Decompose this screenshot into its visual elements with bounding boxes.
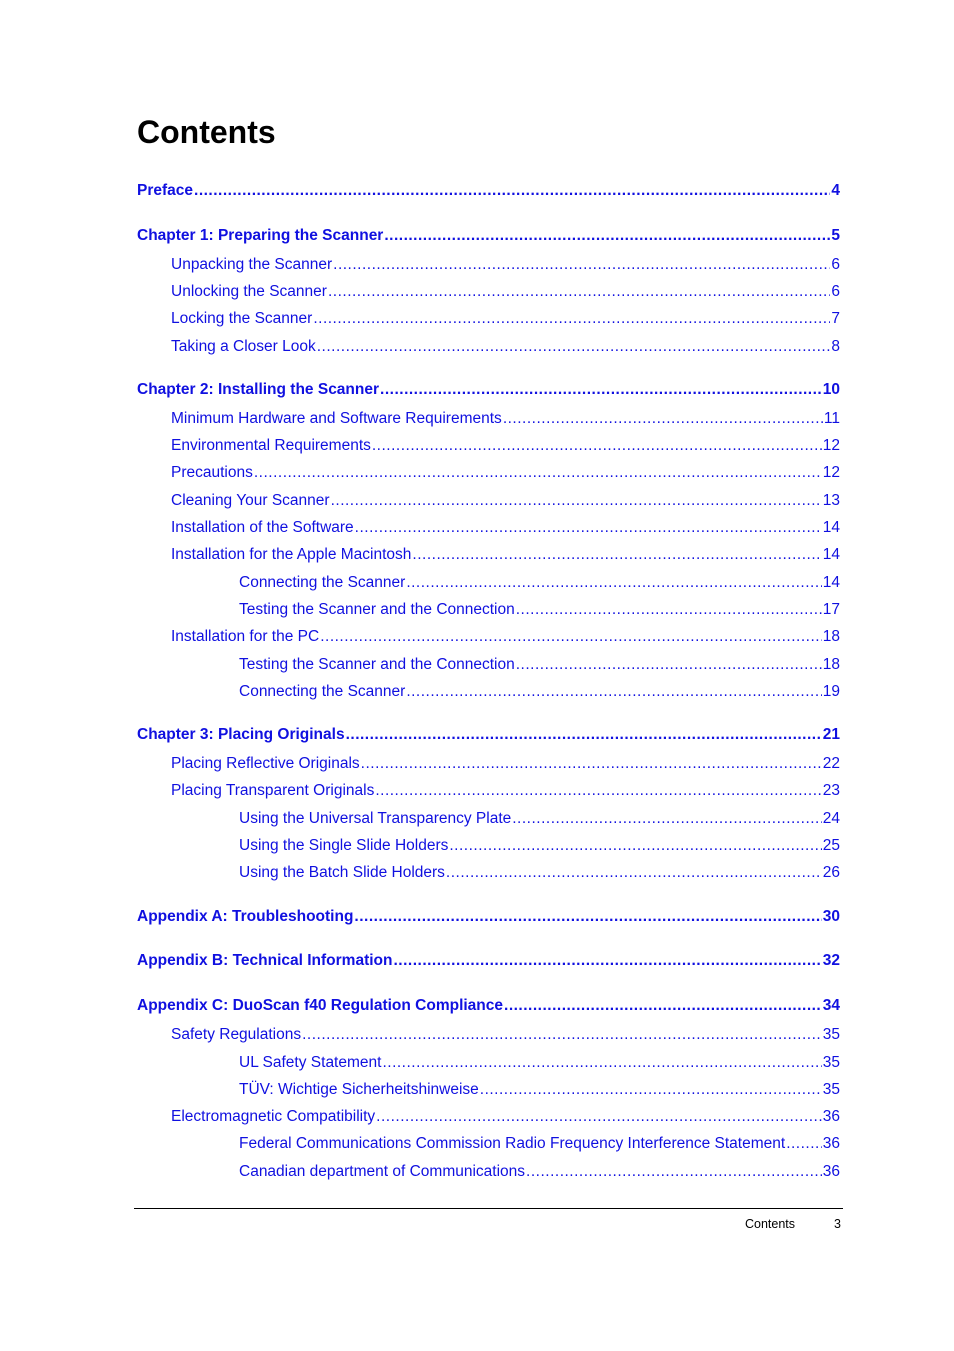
toc-entry-label: TÜV: Wichtige Sicherheitshinweise [239, 1081, 479, 1098]
toc-entry-label: Chapter 2: Installing the Scanner [137, 381, 380, 398]
dot-leader [333, 255, 830, 275]
toc-entry-page-number: 8 [831, 338, 840, 355]
toc-entry-label: Placing Reflective Originals [171, 755, 360, 772]
dot-leader [449, 836, 821, 856]
toc-entry-page-number: 18 [822, 628, 840, 645]
toc-entry-page-number: 34 [822, 997, 840, 1014]
toc-entry[interactable] [171, 409, 840, 429]
toc-entry[interactable] [171, 255, 840, 275]
toc-entry-label: Unpacking the Scanner [171, 256, 333, 273]
toc-entry-page-number: 32 [822, 952, 840, 969]
toc-entry-page-number: 26 [822, 864, 840, 881]
toc-entry-page-number: 35 [822, 1054, 840, 1071]
toc-entry-label: Environmental Requirements [171, 437, 371, 454]
dot-leader [446, 863, 822, 883]
footer-rule [134, 1208, 843, 1209]
toc-entry[interactable] [137, 226, 840, 246]
toc-entry[interactable] [137, 951, 840, 971]
dot-leader [302, 1025, 822, 1045]
dot-leader [331, 491, 822, 511]
dot-leader [380, 380, 822, 400]
toc-entry-page-number: 22 [822, 755, 840, 772]
toc-entry-page-number: 4 [831, 182, 840, 199]
dot-leader [372, 436, 822, 456]
toc-entry-page-number: 36 [822, 1163, 840, 1180]
page-title: Contents [137, 114, 276, 150]
toc-entry-label: Electromagnetic Compatibility [171, 1108, 376, 1125]
dot-leader [503, 409, 823, 429]
toc-entry[interactable] [171, 518, 840, 538]
dot-leader [504, 996, 822, 1016]
toc-entry-page-number: 19 [822, 683, 840, 700]
toc-entry[interactable] [137, 380, 840, 400]
toc-entry[interactable] [171, 1025, 840, 1045]
dot-leader [384, 226, 830, 246]
toc-entry-label: Precautions [171, 464, 253, 481]
toc-entry-page-number: 21 [822, 726, 840, 743]
toc-entry-label: Minimum Hardware and Software Requirements [171, 410, 502, 427]
toc-entry[interactable] [239, 600, 840, 620]
toc-entry[interactable] [171, 545, 840, 565]
toc-entry-label: Connecting the Scanner [239, 574, 406, 591]
toc-entry-label: Installation of the Software [171, 519, 354, 536]
dot-leader [355, 518, 822, 538]
toc-entry-page-number: 35 [822, 1026, 840, 1043]
toc-entry[interactable] [171, 754, 840, 774]
toc-entry[interactable] [239, 1162, 840, 1182]
toc-entry-label: Appendix B: Technical Information [137, 952, 393, 969]
dot-leader [382, 1053, 821, 1073]
toc-entry[interactable] [239, 573, 840, 593]
toc-entry-page-number: 6 [831, 283, 840, 300]
toc-entry[interactable] [137, 996, 840, 1016]
toc-entry-label: Chapter 1: Preparing the Scanner [137, 227, 384, 244]
dot-leader [516, 655, 822, 675]
toc-entry-page-number: 36 [822, 1135, 840, 1152]
dot-leader [375, 781, 821, 801]
dot-leader [786, 1134, 822, 1154]
toc-entry[interactable] [239, 809, 840, 829]
dot-leader [376, 1107, 822, 1127]
toc-entry-label: Chapter 3: Placing Originals [137, 726, 345, 743]
toc-entry[interactable] [171, 491, 840, 511]
dot-leader [361, 754, 822, 774]
toc-entry-label: Using the Universal Transparency Plate [239, 810, 512, 827]
toc-entry-label: Appendix C: DuoScan f40 Regulation Compliance [137, 997, 504, 1014]
toc-entry-label: Locking the Scanner [171, 310, 313, 327]
toc-entry[interactable] [171, 309, 840, 329]
dot-leader [526, 1162, 822, 1182]
toc-entry-page-number: 14 [822, 574, 840, 591]
dot-leader [480, 1080, 822, 1100]
toc-entry-page-number: 18 [822, 656, 840, 673]
toc-entry-page-number: 25 [822, 837, 840, 854]
toc-entry-page-number: 6 [831, 256, 840, 273]
toc-entry[interactable] [239, 1080, 840, 1100]
toc-entry-label: Placing Transparent Originals [171, 782, 375, 799]
toc-entry[interactable] [239, 1053, 840, 1073]
toc-entry-label: Taking a Closer Look [171, 338, 316, 355]
dot-leader [317, 337, 831, 357]
toc-entry-page-number: 35 [822, 1081, 840, 1098]
toc-entry[interactable] [171, 436, 840, 456]
dot-leader [254, 463, 822, 483]
toc-entry-page-number: 7 [831, 310, 840, 327]
toc-entry[interactable] [171, 627, 840, 647]
toc-entry-page-number: 17 [822, 601, 840, 618]
toc-entry[interactable] [171, 781, 840, 801]
toc-entry[interactable] [137, 725, 840, 745]
toc-entry[interactable] [171, 463, 840, 483]
dot-leader [512, 809, 822, 829]
toc-entry-label: Federal Communications Commission Radio Frequency Interference Statement [239, 1135, 786, 1152]
dot-leader [412, 545, 821, 565]
toc-entry[interactable] [137, 907, 840, 927]
dot-leader [320, 627, 822, 647]
toc-entry-label: Safety Regulations [171, 1026, 302, 1043]
dot-leader [406, 573, 821, 593]
toc-entry[interactable] [171, 1107, 840, 1127]
toc-entry-page-number: 11 [823, 410, 840, 427]
dot-leader [194, 181, 830, 201]
toc-entry[interactable] [137, 181, 840, 201]
toc-entry-label: Connecting the Scanner [239, 683, 406, 700]
footer-page-number: 3 [834, 1217, 841, 1231]
dot-leader [328, 282, 830, 302]
toc-entry-page-number: 12 [822, 437, 840, 454]
toc-entry-label: Preface [137, 182, 194, 199]
toc-entry-page-number: 5 [831, 227, 840, 244]
toc-entry-label: Appendix A: Troubleshooting [137, 908, 354, 925]
toc-entry-page-number: 13 [822, 492, 840, 509]
toc-entry[interactable] [239, 682, 840, 702]
toc-entry-page-number: 12 [822, 464, 840, 481]
toc-entry[interactable] [171, 337, 840, 357]
footer-section-label: Contents [745, 1217, 796, 1231]
toc-entry[interactable] [239, 655, 840, 675]
toc-entry-page-number: 30 [822, 908, 840, 925]
dot-leader [516, 600, 822, 620]
toc-entry[interactable] [239, 836, 840, 856]
toc-entry-page-number: 23 [822, 782, 840, 799]
toc-entry-label: Using the Single Slide Holders [239, 837, 449, 854]
dot-leader [346, 725, 822, 745]
toc-entry-label: Testing the Scanner and the Connection [239, 656, 515, 673]
toc-entry-page-number: 14 [822, 519, 840, 536]
toc-entry-label: Installation for the PC [171, 628, 320, 645]
dot-leader [406, 682, 821, 702]
toc-entry-page-number: 10 [822, 381, 840, 398]
toc-entry-label: Installation for the Apple Macintosh [171, 546, 412, 563]
toc-entry-label: UL Safety Statement [239, 1054, 382, 1071]
toc-entry-label: Using the Batch Slide Holders [239, 864, 445, 881]
dot-leader [393, 951, 821, 971]
toc-entry-page-number: 14 [822, 546, 840, 563]
dot-leader [354, 907, 821, 927]
dot-leader [313, 309, 830, 329]
toc-entry-label: Testing the Scanner and the Connection [239, 601, 515, 618]
toc-entry-label: Unlocking the Scanner [171, 283, 327, 300]
toc-entry-label: Cleaning Your Scanner [171, 492, 330, 509]
toc-entry[interactable] [171, 282, 840, 302]
toc-entry-page-number: 24 [822, 810, 840, 827]
toc-entry-page-number: 36 [822, 1108, 840, 1125]
toc-entry[interactable] [239, 863, 840, 883]
toc-entry-label: Canadian department of Communications [239, 1163, 526, 1180]
toc-entry[interactable] [239, 1134, 840, 1154]
